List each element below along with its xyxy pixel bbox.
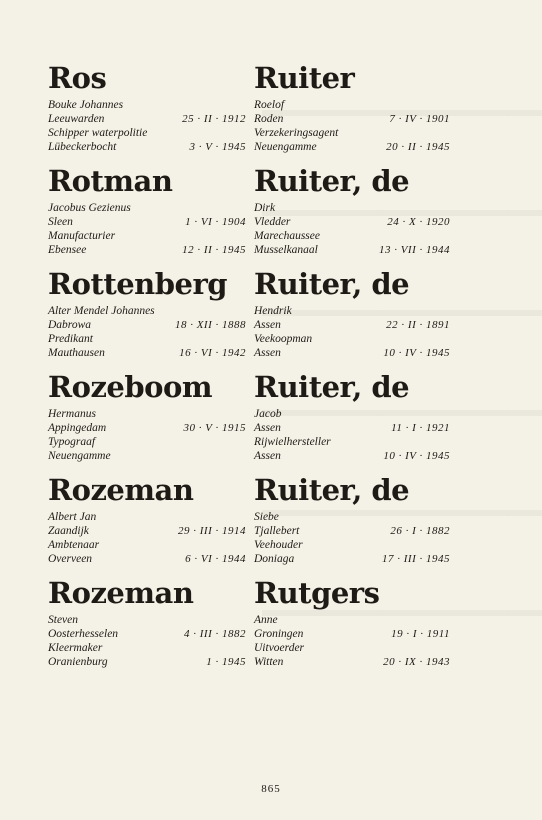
birth-line — [48, 215, 246, 229]
death-date: 10 · IV · 1945 — [383, 347, 450, 359]
birth-place: Assen — [254, 422, 281, 434]
surname: Ruiter, de — [254, 267, 410, 301]
birth-line — [254, 524, 450, 538]
given-names: Jacob — [254, 408, 282, 420]
death-place: Witten — [254, 656, 284, 668]
given-names: Dirk — [254, 202, 276, 214]
death-date: 12 · II · 1945 — [182, 244, 246, 256]
birth-place: Oosterhesselen — [48, 628, 119, 640]
birth-line — [254, 215, 450, 229]
given-names: Anne — [254, 614, 278, 626]
death-date: 10 · IV · 1945 — [383, 450, 450, 462]
birth-place: Sleen — [48, 216, 73, 228]
death-line — [254, 243, 450, 257]
birth-place: Appingedam — [48, 422, 107, 434]
death-place: Musselkanaal — [254, 244, 318, 256]
birth-date: 29 · III · 1914 — [178, 525, 246, 537]
surname: Ruiter, de — [254, 164, 410, 198]
surname: Ruiter — [254, 61, 355, 95]
occupation: Typograaf — [48, 436, 96, 448]
death-date: 13 · VII · 1944 — [378, 244, 450, 256]
birth-date: 22 · II · 1891 — [386, 319, 450, 331]
entry — [48, 367, 246, 470]
entry — [254, 58, 450, 161]
birth-place: Roden — [254, 113, 284, 125]
right-column — [254, 58, 450, 676]
death-place: Overveen — [48, 553, 93, 565]
death-place: Doniaga — [254, 553, 295, 565]
given-names: Bouke Johannes — [48, 99, 124, 111]
birth-line — [48, 421, 246, 435]
birth-date: 19 · I · 1911 — [391, 628, 450, 640]
death-place: Neuengamme — [48, 450, 111, 462]
death-line — [48, 449, 246, 463]
birth-place: Dabrowa — [48, 319, 92, 331]
surname: Ruiter, de — [254, 370, 410, 404]
birth-date: 26 · I · 1882 — [390, 525, 450, 537]
surname: Rozeman — [48, 473, 194, 507]
death-line — [48, 140, 246, 154]
birth-line — [254, 627, 450, 641]
surname: Rozeman — [48, 576, 194, 610]
given-names: Hendrik — [254, 305, 292, 317]
birth-line — [48, 627, 246, 641]
death-line — [48, 552, 246, 566]
surname: Ros — [48, 61, 107, 95]
death-date: 16 · VI · 1942 — [179, 347, 246, 359]
birth-date: 11 · I · 1921 — [391, 422, 450, 434]
surname: Rottenberg — [48, 267, 228, 301]
given-names: Jacobus Gezienus — [48, 202, 131, 214]
occupation: Kleermaker — [48, 642, 103, 654]
birth-line — [48, 318, 246, 332]
death-line — [48, 655, 246, 669]
birth-line — [254, 421, 450, 435]
birth-date: 25 · II · 1912 — [182, 113, 246, 125]
birth-place: Zaandijk — [48, 525, 89, 537]
death-date: 17 · III · 1945 — [382, 553, 450, 565]
death-place: Assen — [254, 450, 281, 462]
birth-line — [254, 112, 450, 126]
death-place: Ebensee — [48, 244, 87, 256]
birth-date: 1 · VI · 1904 — [185, 216, 246, 228]
entry — [48, 161, 246, 264]
death-line — [48, 346, 246, 360]
given-names: Albert Jan — [48, 511, 97, 523]
death-date: 20 · IX · 1943 — [383, 656, 450, 668]
death-place: Assen — [254, 347, 281, 359]
occupation: Predikant — [48, 333, 93, 345]
entry — [48, 264, 246, 367]
occupation: Veehouder — [254, 539, 303, 551]
death-date: 3 · V · 1945 — [189, 141, 246, 153]
birth-date: 24 · X · 1920 — [387, 216, 450, 228]
occupation: Rijwielhersteller — [254, 436, 331, 448]
death-place: Oranienburg — [48, 656, 108, 668]
entry — [48, 573, 246, 676]
surname: Ruiter, de — [254, 473, 410, 507]
entry — [254, 367, 450, 470]
birth-date: 7 · IV · 1901 — [389, 113, 450, 125]
given-names: Roelof — [254, 99, 285, 111]
death-date: 6 · VI · 1944 — [185, 553, 246, 565]
entry — [254, 470, 450, 573]
occupation: Ambtenaar — [48, 539, 100, 551]
death-line — [48, 243, 246, 257]
birth-line — [48, 524, 246, 538]
occupation: Schipper waterpolitie — [48, 127, 148, 139]
birth-date: 18 · XII · 1888 — [174, 319, 246, 331]
entry — [48, 470, 246, 573]
given-names: Steven — [48, 614, 79, 626]
entry — [254, 573, 450, 676]
surname: Rotman — [48, 164, 173, 198]
occupation: Manufacturier — [48, 230, 116, 242]
death-place: Neuengamme — [254, 141, 317, 153]
surname: Rutgers — [254, 576, 380, 610]
occupation: Verzekeringsagent — [254, 127, 339, 139]
page-number: 865 — [261, 783, 281, 795]
entry — [254, 264, 450, 367]
birth-place: Assen — [254, 319, 281, 331]
surname: Rozeboom — [48, 370, 213, 404]
death-place: Mauthausen — [48, 347, 105, 359]
death-line — [254, 655, 450, 669]
birth-date: 30 · V · 1915 — [183, 422, 246, 434]
death-date: 1 · 1945 — [206, 656, 246, 668]
given-names: Siebe — [254, 511, 279, 523]
birth-line — [48, 112, 246, 126]
death-line — [254, 552, 450, 566]
death-place: Lübeckerbocht — [48, 141, 117, 153]
given-names: Hermanus — [48, 408, 96, 420]
entry — [254, 161, 450, 264]
death-date: 20 · II · 1945 — [386, 141, 450, 153]
given-names: Alter Mendel Johannes — [48, 305, 155, 317]
occupation: Veekoopman — [254, 333, 313, 345]
birth-place: Groningen — [254, 628, 304, 640]
birth-date: 4 · III · 1882 — [184, 628, 246, 640]
left-column — [48, 58, 246, 676]
occupation: Uitvoerder — [254, 642, 305, 654]
occupation: Marechaussee — [254, 230, 320, 242]
birth-place: Vledder — [254, 216, 291, 228]
birth-line — [254, 318, 450, 332]
birth-place: Tjallebert — [254, 525, 300, 537]
death-line — [254, 449, 450, 463]
birth-place: Leeuwarden — [48, 113, 105, 125]
death-line — [254, 346, 450, 360]
death-line — [254, 140, 450, 154]
entry — [48, 58, 246, 161]
